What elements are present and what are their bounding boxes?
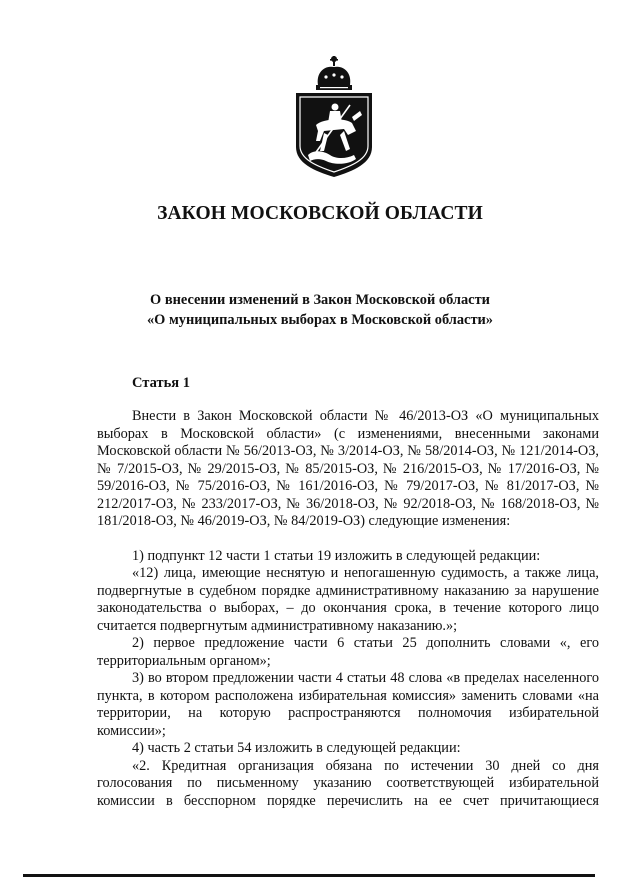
page-bottom-rule <box>23 874 595 877</box>
item-1-quote: «12) лица, имеющие неснятую и непогашенную судимость, а также лица, подвергнутые в судебном порядке административному наказанию за нарушение законодательства о выборах, – до окончания срока, в течение которого лицо считается подвергнутым административному наказанию.»; <box>97 565 599 634</box>
article-heading: Статья 1 <box>132 375 190 391</box>
subtitle-line-2: «О муниципальных выборах в Московской области» <box>146 312 493 328</box>
item-3: 3) во втором предложении части 4 статьи 48 слова «в пределах населенного пункта, в котором расположена избирательная комиссия» заменить словами «на территории, на которую распространяются полномочия избирательной комиссии»; <box>97 670 599 739</box>
intro-paragraph: Внести в Закон Московской области № 46/2013-ОЗ «О муниципальных выборах в Московской области» (с изменениями, внесенными законами Московской области № 56/2013-ОЗ, № 3/2014-ОЗ, № 58/2014-ОЗ, № 121/2014-ОЗ, № 7/2015-ОЗ, № 29/2015-ОЗ, № 85/2015-ОЗ, № 216/2015-ОЗ, № 17/2016-ОЗ, № 59/2016-ОЗ, № 75/2016-ОЗ, № 161/2016-ОЗ, № 79/2017-ОЗ, № 81/2017-ОЗ, № 212/2017-ОЗ, № 233/2017-ОЗ, № 36/2018-ОЗ, № 92/2018-ОЗ, № 168/2018-ОЗ, № 181/2018-ОЗ, № 46/2019-ОЗ, № 84/2019-ОЗ) следующие изменения: <box>97 408 599 529</box>
subtitle-line-1: О внесении изменений в Закон Московской области <box>150 292 490 308</box>
item-4-quote: «2. Кредитная организация обязана по истечении 30 дней со дня голосования по письменному указанию соответствующей избирательной комиссии в бесспорном порядке перечислить на ее счет причитающиеся <box>97 757 599 809</box>
moscow-oblast-emblem-icon <box>290 55 378 179</box>
item-1: 1) подпункт 12 части 1 статьи 19 изложить в следующей редакции: <box>132 547 541 564</box>
document-body <box>97 408 599 810</box>
document-title: ЗАКОН МОСКОВСКОЙ ОБЛАСТИ <box>157 203 483 224</box>
item-4: 4) часть 2 статьи 54 изложить в следующей редакции: <box>132 740 461 756</box>
document-subtitle <box>100 290 540 330</box>
item-2: 2) первое предложение части 6 статьи 25 дополнить словами «, его территориальным органом»; <box>97 635 599 669</box>
